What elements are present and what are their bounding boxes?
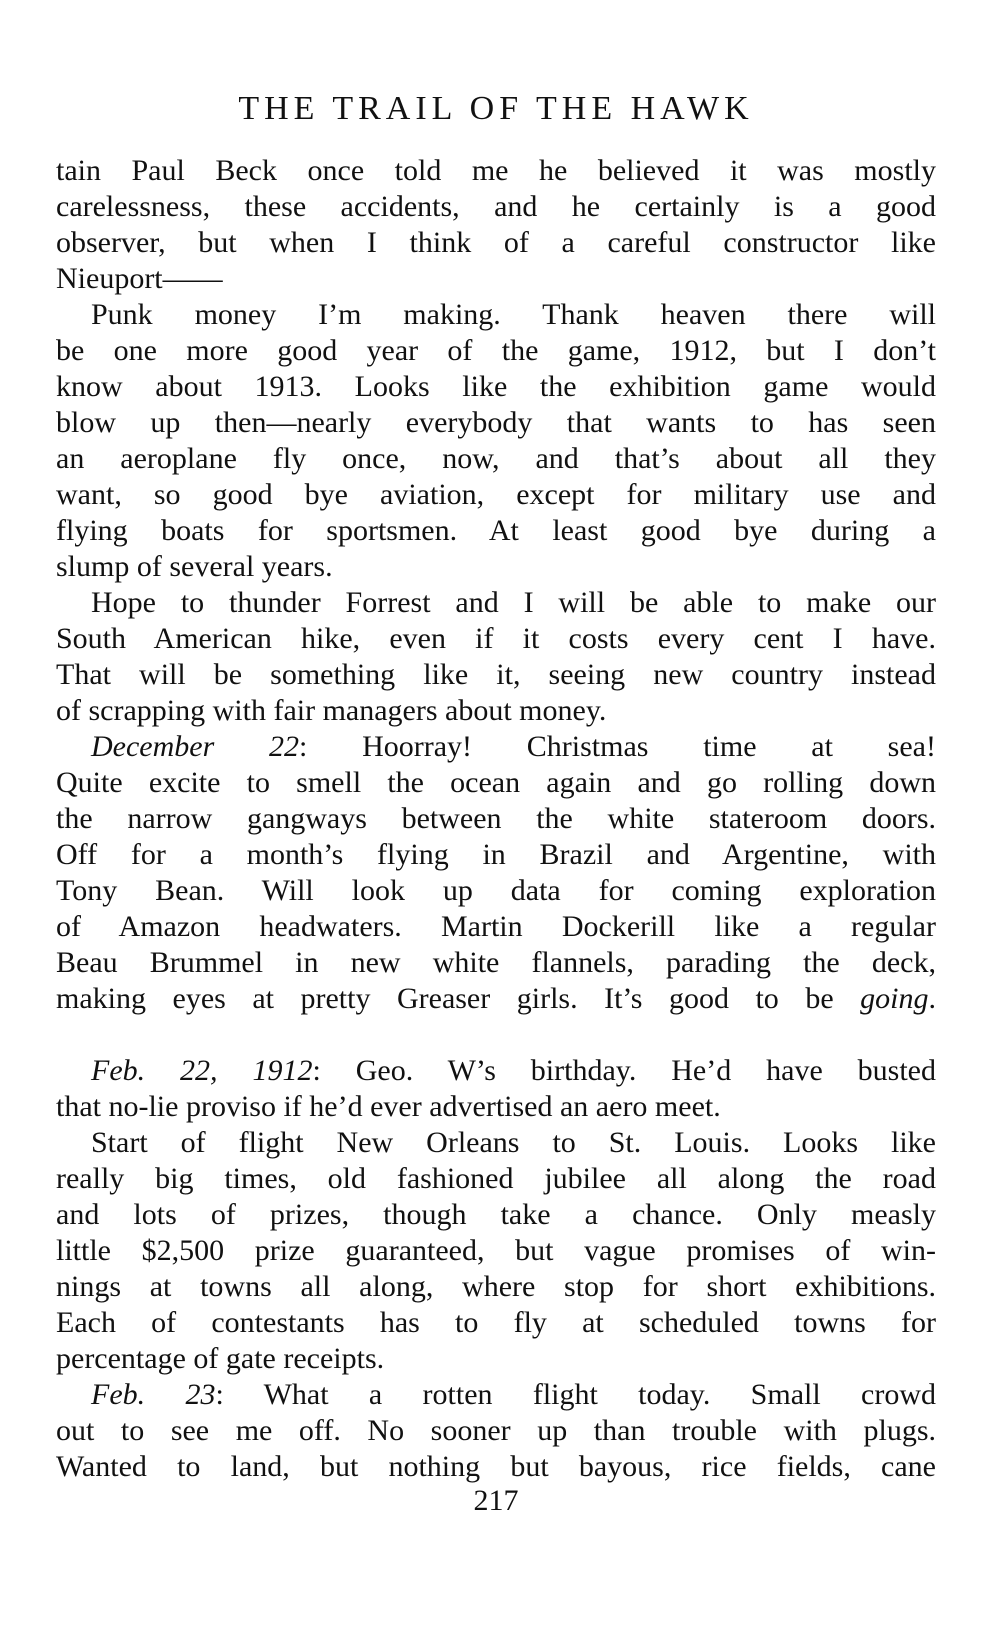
text-line: Tony Bean. Will look up data for coming exploration bbox=[56, 874, 936, 907]
entry-text: : Hoorray! Christmas time at sea! bbox=[299, 730, 936, 763]
emphasis: going bbox=[860, 982, 929, 1015]
diary-entry-feb-23 bbox=[56, 1377, 936, 1485]
text-line: of scrapping with fair managers about money. bbox=[56, 694, 607, 727]
text-line: little $2,500 prize guaranteed, but vague promises of win- bbox=[56, 1234, 936, 1267]
text-line: really big times, old fashioned jubilee all along the road bbox=[56, 1162, 936, 1195]
entry-text: making eyes at pretty Greaser girls. It’s good to be bbox=[56, 982, 861, 1015]
paragraph-continuation bbox=[56, 153, 936, 297]
entry-date: Feb. 22, 1912 bbox=[91, 1054, 313, 1087]
text-line: observer, but when I think of a careful constructor like bbox=[56, 226, 936, 259]
text-line: Punk money I’m making. Thank heaven there will bbox=[91, 298, 936, 331]
text-line: an aeroplane fly once, now, and that’s about all they bbox=[56, 442, 936, 475]
text-line: Off for a month’s flying in Brazil and Argentine, with bbox=[56, 838, 936, 871]
text-line: Hope to thunder Forrest and I will be able to make our bbox=[91, 586, 936, 619]
paragraph-south-american-hike bbox=[56, 585, 936, 729]
text-line: Quite excite to smell the ocean again and go rolling down bbox=[56, 766, 936, 799]
text-line: flying boats for sportsmen. At least good bye during a bbox=[56, 514, 936, 547]
paragraph-punk-money bbox=[56, 297, 936, 585]
text-line: percentage of gate receipts. bbox=[56, 1342, 385, 1375]
entry-text: : What a rotten flight today. Small crowd bbox=[215, 1378, 936, 1411]
text-line: and lots of prizes, though take a chance. Only measly bbox=[56, 1198, 936, 1231]
text-line bbox=[56, 981, 936, 1017]
diary-entry-december-22 bbox=[56, 729, 936, 1017]
running-head: THE TRAIL OF THE HAWK bbox=[238, 90, 754, 127]
book-page bbox=[56, 0, 936, 1650]
text-line bbox=[56, 1053, 936, 1089]
text-line: Start of flight New Orleans to St. Louis. Looks like bbox=[91, 1126, 936, 1159]
text-line: be one more good year of the game, 1912, but I don’t bbox=[56, 334, 936, 367]
text-line: That will be something like it, seeing new country instead bbox=[56, 658, 936, 691]
entry-date: December 22 bbox=[91, 730, 300, 763]
text-line: the narrow gangways between the white stateroom doors. bbox=[56, 802, 936, 835]
text-line: carelessness, these accidents, and he certainly is a good bbox=[56, 190, 936, 223]
text-line: of Amazon headwaters. Martin Dockerill like a regular bbox=[56, 910, 936, 943]
text-line: nings at towns all along, where stop for short exhibitions. bbox=[56, 1270, 936, 1303]
text-line: Beau Brummel in new white flannels, parading the deck, bbox=[56, 946, 936, 979]
text-line bbox=[56, 1377, 936, 1413]
text-line: tain Paul Beck once told me he believed it was mostly bbox=[56, 154, 936, 187]
text-line: Each of contestants has to fly at scheduled towns for bbox=[56, 1306, 936, 1339]
paragraph-flight-start bbox=[56, 1125, 936, 1377]
text-line: slump of several years. bbox=[56, 550, 333, 583]
text-line: that no-lie proviso if he’d ever advertised an aero meet. bbox=[56, 1090, 721, 1123]
text-line: blow up then—nearly everybody that wants to has seen bbox=[56, 406, 936, 439]
text-line bbox=[56, 729, 936, 765]
entry-text: . bbox=[928, 982, 936, 1015]
entry-date: Feb. 23 bbox=[91, 1378, 216, 1411]
text-line: Wanted to land, but nothing but bayous, rice fields, cane bbox=[56, 1450, 936, 1483]
text-line: know about 1913. Looks like the exhibition game would bbox=[56, 370, 936, 403]
page-number: 217 bbox=[473, 1484, 519, 1517]
text-line: want, so good bye aviation, except for military use and bbox=[56, 478, 936, 511]
text-line: Nieuport—— bbox=[56, 262, 223, 295]
page-body bbox=[56, 153, 936, 1485]
diary-entry-feb-22-1912 bbox=[56, 1053, 936, 1125]
entry-text: : Geo. W’s birthday. He’d have busted bbox=[312, 1054, 936, 1087]
text-line: out to see me off. No sooner up than trouble with plugs. bbox=[56, 1414, 936, 1447]
section-break bbox=[56, 1017, 936, 1053]
text-line: South American hike, even if it costs every cent I have. bbox=[56, 622, 936, 655]
